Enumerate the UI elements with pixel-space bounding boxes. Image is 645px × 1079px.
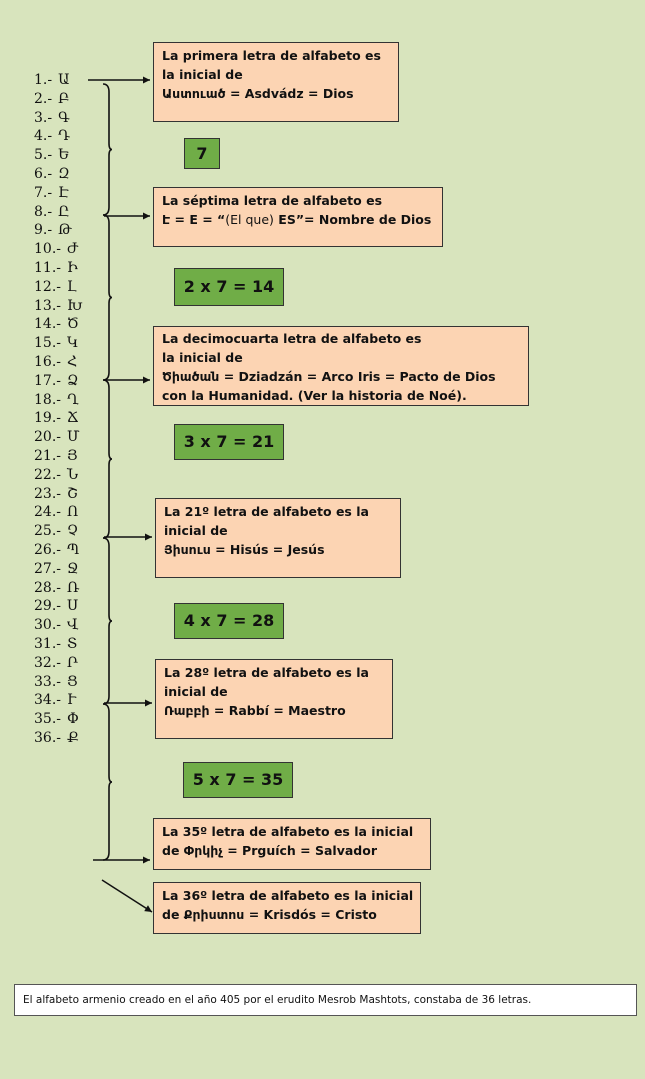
letter-glyph: Ն: [67, 466, 79, 483]
letter-number: 11.-: [34, 260, 61, 276]
letter-glyph: Շ: [67, 485, 78, 502]
letter-glyph: Է: [58, 184, 69, 201]
letter-number: 10.-: [34, 241, 61, 258]
box7-line1: La séptima letra de alfabeto es: [162, 193, 383, 208]
letter-number: 21.-: [34, 448, 61, 464]
letter-number: 24.-: [34, 504, 61, 521]
multiple-14: 2 x 7 = 14: [174, 268, 284, 306]
letter-number: 31.-: [34, 636, 61, 652]
letter-number: 7.-: [34, 184, 53, 201]
brace-group-7-14: [103, 215, 112, 380]
letter-number: 9.-: [34, 222, 53, 239]
letter-number: 1.-: [34, 72, 53, 88]
letter-number: 20.-: [34, 429, 61, 446]
letter-glyph: Գ: [58, 109, 70, 126]
box14-line4: con la Humanidad. (Ver la historia de Noé).: [162, 388, 467, 403]
letter-glyph: Ա: [58, 72, 70, 88]
box28-line2: inicial de: [164, 684, 228, 699]
letter-glyph: Ը: [58, 203, 70, 220]
letter-number: 32.-: [34, 654, 61, 671]
box21-line3: Յիսուս = Hisús = Jesús: [164, 542, 325, 557]
letter-glyph: Ր: [67, 654, 78, 671]
box36-line1: La 36º letra de alfabeto es la inicial: [162, 888, 414, 903]
box1-line2: la inicial de: [162, 67, 243, 82]
letter-glyph: Բ: [58, 90, 70, 107]
arrow-letter-35-head: [143, 857, 150, 864]
multiple-7: 7: [184, 138, 220, 169]
letter-glyph: Յ: [67, 448, 78, 464]
box14-line1: La decimocuarta letra de alfabeto es: [162, 331, 422, 346]
letter-number: 13.-: [34, 297, 61, 314]
letter-glyph: Ի: [67, 260, 78, 276]
letter-glyph: Ժ: [67, 241, 79, 258]
letter-glyph: Փ: [67, 711, 79, 728]
letter-glyph: Ո: [67, 504, 79, 521]
letter-number: 23.-: [34, 485, 61, 502]
letter-glyph: Ջ: [67, 560, 79, 577]
letter-number: 14.-: [34, 316, 61, 333]
box7-line2-a: Է = E = “: [162, 212, 226, 227]
box21-line1: La 21º letra de alfabeto es la: [164, 504, 369, 519]
letter-glyph: Ե: [58, 147, 70, 164]
letter-glyph: Մ: [67, 429, 80, 446]
letter-glyph: Ս: [67, 598, 79, 615]
letter-glyph: Կ: [67, 335, 79, 352]
letter-glyph: Ւ: [67, 692, 76, 709]
arrow-letter-28-head: [145, 700, 152, 707]
box14-line2: la inicial de: [162, 350, 243, 365]
multiple-28: 4 x 7 = 28: [174, 603, 284, 639]
box7-line2-c: ES”= Nombre de Dios: [273, 212, 432, 227]
letter-number: 25.-: [34, 523, 61, 540]
letter-glyph: Չ: [67, 523, 79, 540]
letter-glyph: Ռ: [67, 579, 80, 596]
letter-glyph: Պ: [67, 542, 80, 558]
letter-number: 33.-: [34, 673, 61, 690]
brace-group-28-35: [103, 704, 112, 860]
box7-line2: [162, 210, 434, 229]
letter-number: 35.-: [34, 711, 61, 728]
box1-line3: Աստուած = Asdvádz = Dios: [162, 86, 354, 101]
box7-line2-b: (El que): [225, 212, 274, 227]
box21-line2: inicial de: [164, 523, 228, 538]
letter-number: 4.-: [34, 128, 53, 145]
box36-line2: de Քրիստոս = Krisdós = Cristo: [162, 907, 377, 922]
letter-number: 5.-: [34, 147, 53, 164]
letter-number: 22.-: [34, 466, 61, 483]
letter-number: 18.-: [34, 391, 61, 408]
letter-number: 12.-: [34, 278, 61, 295]
letter-glyph: Տ: [67, 636, 78, 652]
letter-number: 6.-: [34, 166, 53, 182]
letter-glyph: Ձ: [67, 372, 79, 389]
arrow-letter-1-head: [143, 77, 150, 84]
letter-number: 26.-: [34, 542, 61, 558]
letter-glyph: Ղ: [67, 391, 79, 408]
arrow-letter-36: [102, 880, 152, 912]
letter-number: 19.-: [34, 410, 61, 427]
box14-line3: Ծիածան = Dziadzán = Arco Iris = Pacto de Dios: [162, 369, 496, 384]
footnote: El alfabeto armenio creado en el año 405 por el erudito Mesrob Mashtots, constaba de 36 letras.: [14, 984, 637, 1016]
letter-number: 16.-: [34, 354, 61, 370]
letter-glyph: Ք: [67, 730, 79, 746]
multiple-21: 3 x 7 = 21: [174, 424, 284, 460]
info-box-letter-36: [153, 882, 421, 934]
letter-glyph: Հ: [67, 354, 78, 370]
brace-group-21-28: [103, 538, 112, 704]
letter-number: 27.-: [34, 560, 61, 577]
info-box-letter-35: [153, 818, 431, 870]
box28-line1: La 28º letra de alfabeto es la: [164, 665, 369, 680]
box35-line1: La 35º letra de alfabeto es la inicial: [162, 824, 414, 839]
multiple-35: 5 x 7 = 35: [183, 762, 293, 798]
brace-group-1-7: [103, 84, 112, 215]
letter-number: 36.-: [34, 730, 61, 746]
letter-number: 17.-: [34, 372, 61, 389]
info-box-letter-7: [153, 187, 443, 247]
letter-glyph: Ճ: [67, 410, 79, 427]
letter-glyph: Դ: [58, 128, 70, 145]
info-box-letter-28: [155, 659, 393, 739]
letter-glyph: Ծ: [67, 316, 79, 333]
letter-number: 28.-: [34, 579, 61, 596]
info-box-letter-1: [153, 42, 399, 122]
letter-number: 30.-: [34, 617, 61, 634]
letter-number: 29.-: [34, 598, 61, 615]
letter-glyph: Խ: [67, 297, 83, 314]
letter-number: 3.-: [34, 109, 53, 126]
letter-number: 8.-: [34, 203, 53, 220]
letter-glyph: Լ: [67, 278, 77, 295]
brace-group-14-21: [103, 380, 112, 538]
letter-glyph: Թ: [58, 222, 72, 239]
letter-glyph: Վ: [67, 617, 79, 634]
letter-number: 15.-: [34, 335, 61, 352]
box28-line3: Ռաբբի = Rabbí = Maestro: [164, 703, 346, 718]
letter-glyph: Ց: [67, 673, 78, 690]
letter-number: 2.-: [34, 90, 53, 107]
arrow-letter-7-head: [143, 213, 150, 220]
box1-line1: La primera letra de alfabeto es: [162, 48, 381, 63]
arrow-letter-14-head: [143, 377, 150, 384]
arrow-letter-21-head: [145, 534, 152, 541]
box35-line2: de Փրկիչ = Prguích = Salvador: [162, 843, 377, 858]
letter-number: 34.-: [34, 692, 61, 709]
info-box-letter-14: [153, 326, 529, 406]
info-box-letter-21: [155, 498, 401, 578]
letter-glyph: Զ: [58, 166, 70, 182]
